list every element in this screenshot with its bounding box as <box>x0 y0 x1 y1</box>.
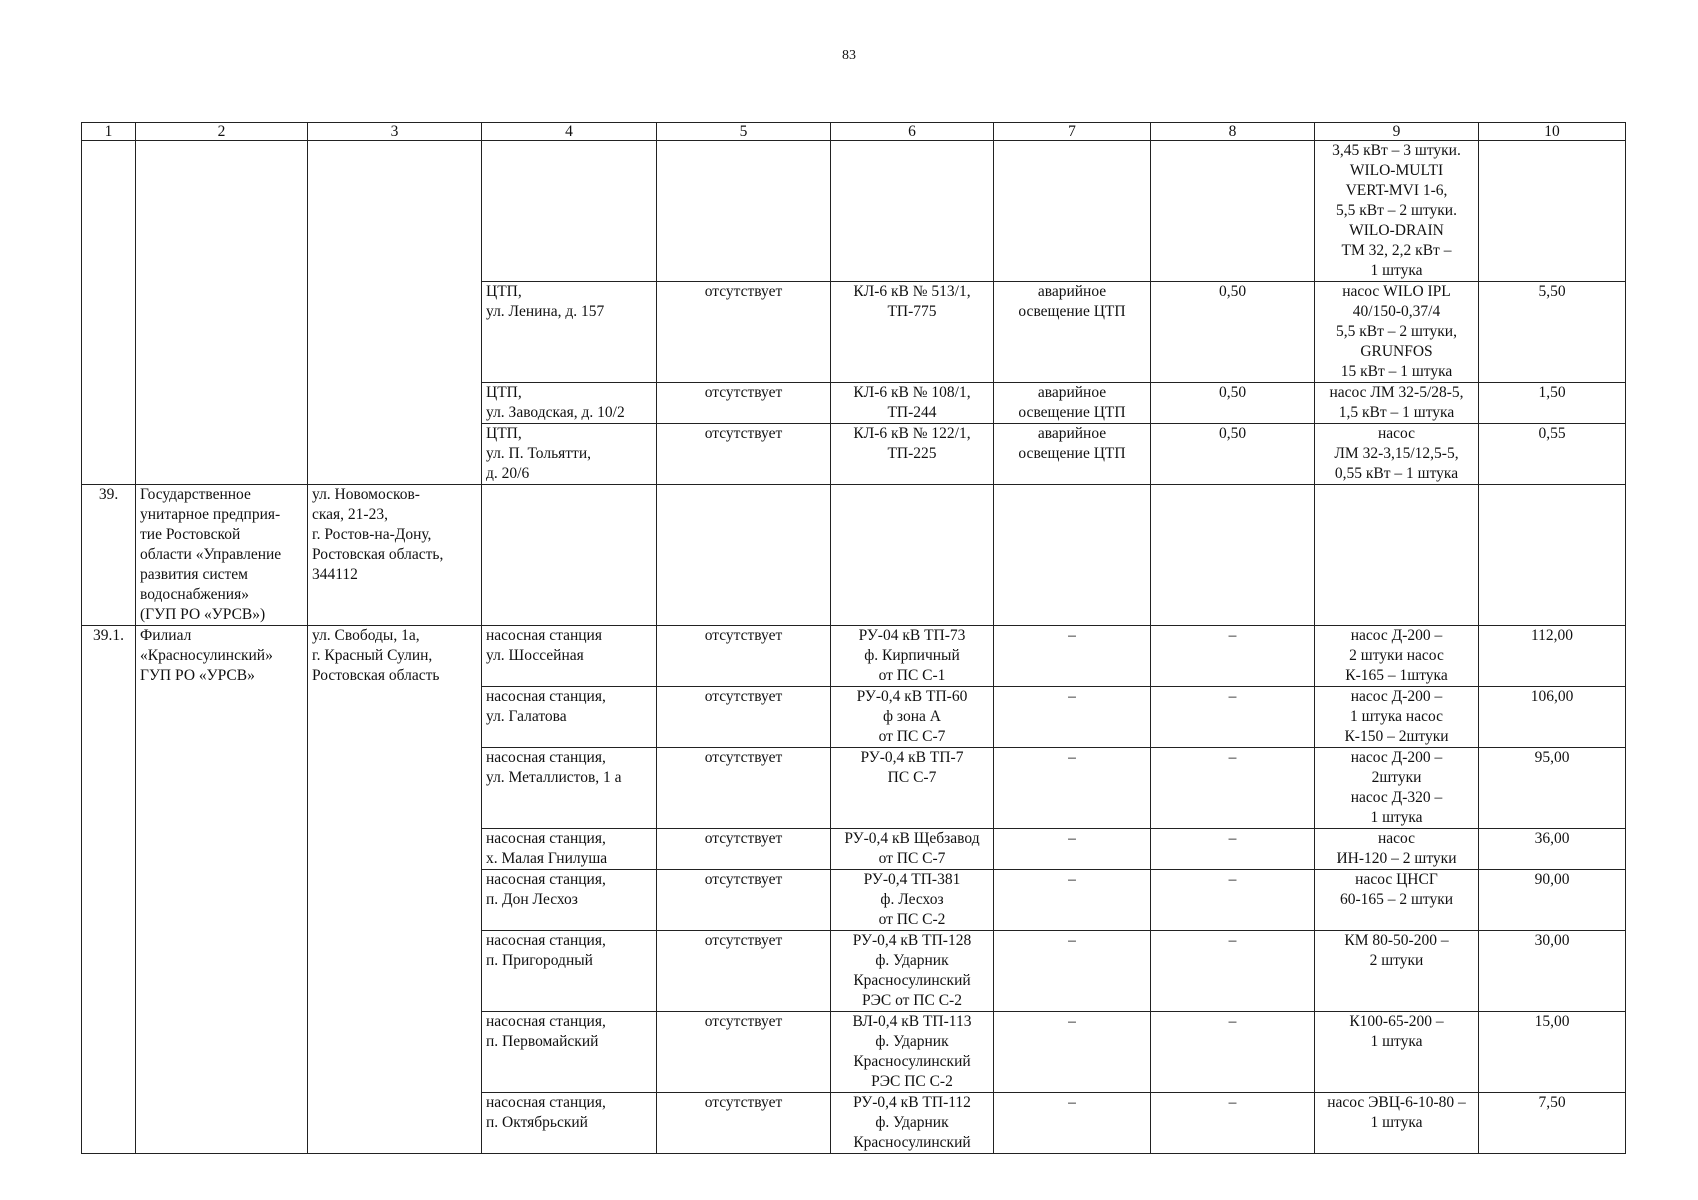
cell-line: КЛ-6 кВ № 108/1, ТП-244 <box>831 383 994 424</box>
cell-equipment: насос ИН-120 – 2 штуки <box>1315 829 1479 870</box>
cell-object: насосная станция, ул. Металлистов, 1 а <box>482 748 657 829</box>
cell-power: 0,50 <box>1151 383 1315 424</box>
cell-consumer <box>994 141 1151 282</box>
cell-org-address: ул. Новомосков- ская, 21-23, г. Ростов-на-Дону, Ростовская область, 344112 <box>308 485 482 626</box>
cell-address-empty <box>308 141 482 485</box>
cell-object: ЦТП, ул. Ленина, д. 157 <box>482 282 657 383</box>
cell-object: насосная станция ул. Шоссейная <box>482 626 657 687</box>
cell-branch-name: Филиал «Красносулинский» ГУП РО «УРСВ» <box>136 626 308 1154</box>
cell-backup: отсутствует <box>657 282 831 383</box>
cell-backup: отсутствует <box>657 1093 831 1154</box>
column-number: 4 <box>482 123 657 141</box>
cell-equipment: насос ЛМ 32-5/28-5, 1,5 кВт – 1 штука <box>1315 383 1479 424</box>
cell-consumer: – <box>994 748 1151 829</box>
cell-org-name: Государственное унитарное предприя- тие Ростовской области «Управление развития систем водоснабжения» (ГУП РО «УРСВ») <box>136 485 308 626</box>
cell-consumer: – <box>994 1012 1151 1093</box>
cell-backup <box>657 485 831 626</box>
cell-total: 0,55 <box>1479 424 1626 485</box>
cell-power: – <box>1151 1093 1315 1154</box>
cell-consumer: аварийное освещение ЦТП <box>994 282 1151 383</box>
cell-object: ЦТП, ул. Заводская, д. 10/2 <box>482 383 657 424</box>
cell-total <box>1479 141 1626 282</box>
cell-line <box>831 485 994 626</box>
cell-total: 7,50 <box>1479 1093 1626 1154</box>
cell-consumer: – <box>994 931 1151 1012</box>
cell-equipment: насос Д-200 – 2штуки насос Д-320 – 1 штука <box>1315 748 1479 829</box>
cell-power: – <box>1151 829 1315 870</box>
cell-total: 30,00 <box>1479 931 1626 1012</box>
cell-backup: отсутствует <box>657 383 831 424</box>
cell-equipment <box>1315 485 1479 626</box>
cell-line: РУ-0,4 кВ ТП-7 ПС С-7 <box>831 748 994 829</box>
column-number-row <box>82 123 1626 141</box>
cell-power: – <box>1151 931 1315 1012</box>
cell-power: – <box>1151 687 1315 748</box>
cell-line: ВЛ-0,4 кВ ТП-113 ф. Ударник Красносулинский РЭС ПС С-2 <box>831 1012 994 1093</box>
cell-object: ЦТП, ул. П. Тольятти, д. 20/6 <box>482 424 657 485</box>
cell-consumer: – <box>994 1093 1151 1154</box>
cell-power: – <box>1151 748 1315 829</box>
cell-num: 39. <box>82 485 136 626</box>
cell-object: насосная станция, п. Октябрьский <box>482 1093 657 1154</box>
cell-line: РУ-0,4 кВ Щебзавод от ПС С-7 <box>831 829 994 870</box>
cell-total: 1,50 <box>1479 383 1626 424</box>
cell-object: насосная станция, п. Пригородный <box>482 931 657 1012</box>
column-number: 7 <box>994 123 1151 141</box>
cell-line <box>831 141 994 282</box>
cell-total: 5,50 <box>1479 282 1626 383</box>
cell-backup: отсутствует <box>657 829 831 870</box>
table-row-org <box>82 485 1626 626</box>
cell-equipment: насос WILO IPL 40/150-0,37/4 5,5 кВт – 2 штуки, GRUNFOS 15 кВт – 1 штука <box>1315 282 1479 383</box>
cell-backup: отсутствует <box>657 748 831 829</box>
cell-backup <box>657 141 831 282</box>
cell-equipment: насос Д-200 – 1 штука насос К-150 – 2штуки <box>1315 687 1479 748</box>
column-number: 1 <box>82 123 136 141</box>
cell-line: КЛ-6 кВ № 513/1, ТП-775 <box>831 282 994 383</box>
cell-line: РУ-04 кВ ТП-73 ф. Кирпичный от ПС С-1 <box>831 626 994 687</box>
cell-consumer: – <box>994 870 1151 931</box>
cell-power: – <box>1151 870 1315 931</box>
table-row <box>82 141 1626 282</box>
cell-equipment: насос Д-200 – 2 штуки насос К-165 – 1штука <box>1315 626 1479 687</box>
cell-power: 0,50 <box>1151 282 1315 383</box>
cell-total: 112,00 <box>1479 626 1626 687</box>
cell-total: 106,00 <box>1479 687 1626 748</box>
cell-consumer: аварийное освещение ЦТП <box>994 424 1151 485</box>
cell-power <box>1151 485 1315 626</box>
cell-num-empty <box>82 141 136 485</box>
cell-total: 90,00 <box>1479 870 1626 931</box>
column-number: 9 <box>1315 123 1479 141</box>
cell-equipment: насос ЛМ 32-3,15/12,5-5, 0,55 кВт – 1 штука <box>1315 424 1479 485</box>
cell-power: – <box>1151 626 1315 687</box>
cell-power: – <box>1151 1012 1315 1093</box>
cell-branch-address: ул. Свободы, 1а, г. Красный Сулин, Ростовская область <box>308 626 482 1154</box>
cell-num: 39.1. <box>82 626 136 1154</box>
cell-line: КЛ-6 кВ № 122/1, ТП-225 <box>831 424 994 485</box>
cell-object <box>482 485 657 626</box>
cell-power <box>1151 141 1315 282</box>
cell-line: РУ-0,4 кВ ТП-112 ф. Ударник Красносулинский <box>831 1093 994 1154</box>
cell-backup: отсутствует <box>657 870 831 931</box>
column-number: 2 <box>136 123 308 141</box>
cell-power: 0,50 <box>1151 424 1315 485</box>
cell-line: РУ-0,4 ТП-381 ф. Лесхоз от ПС С-2 <box>831 870 994 931</box>
cell-backup: отсутствует <box>657 1012 831 1093</box>
cell-total: 95,00 <box>1479 748 1626 829</box>
cell-equipment: КМ 80-50-200 – 2 штуки <box>1315 931 1479 1012</box>
cell-equipment: насос ЭВЦ-6-10-80 – 1 штука <box>1315 1093 1479 1154</box>
page-number: 83 <box>842 48 856 63</box>
cell-backup: отсутствует <box>657 687 831 748</box>
cell-consumer: аварийное освещение ЦТП <box>994 383 1151 424</box>
cell-equipment: насос ЦНСГ 60-165 – 2 штуки <box>1315 870 1479 931</box>
table-row <box>82 626 1626 687</box>
column-number: 5 <box>657 123 831 141</box>
cell-consumer: – <box>994 626 1151 687</box>
column-number: 8 <box>1151 123 1315 141</box>
cell-equipment: 3,45 кВт – 3 штуки. WILO-MULTI VERT-MVI 1-6, 5,5 кВт – 2 штуки. WILO-DRAIN TM 32, 2,2 кВт – 1 штука <box>1315 141 1479 282</box>
cell-object: насосная станция, п. Дон Лесхоз <box>482 870 657 931</box>
cell-org-empty <box>136 141 308 485</box>
cell-object: насосная станция, ул. Галатова <box>482 687 657 748</box>
cell-object: насосная станция, х. Малая Гнилуша <box>482 829 657 870</box>
cell-object <box>482 141 657 282</box>
cell-line: РУ-0,4 кВ ТП-60 ф зона А от ПС С-7 <box>831 687 994 748</box>
cell-backup: отсутствует <box>657 626 831 687</box>
column-number: 3 <box>308 123 482 141</box>
column-number: 6 <box>831 123 994 141</box>
cell-consumer <box>994 485 1151 626</box>
equipment-table <box>81 122 1626 1154</box>
cell-line: РУ-0,4 кВ ТП-128 ф. Ударник Красносулинский РЭС от ПС С-2 <box>831 931 994 1012</box>
cell-object: насосная станция, п. Первомайский <box>482 1012 657 1093</box>
cell-consumer: – <box>994 829 1151 870</box>
cell-total: 36,00 <box>1479 829 1626 870</box>
cell-total <box>1479 485 1626 626</box>
cell-backup: отсутствует <box>657 424 831 485</box>
cell-backup: отсутствует <box>657 931 831 1012</box>
column-number: 10 <box>1479 123 1626 141</box>
cell-consumer: – <box>994 687 1151 748</box>
cell-total: 15,00 <box>1479 1012 1626 1093</box>
cell-equipment: К100-65-200 – 1 штука <box>1315 1012 1479 1093</box>
